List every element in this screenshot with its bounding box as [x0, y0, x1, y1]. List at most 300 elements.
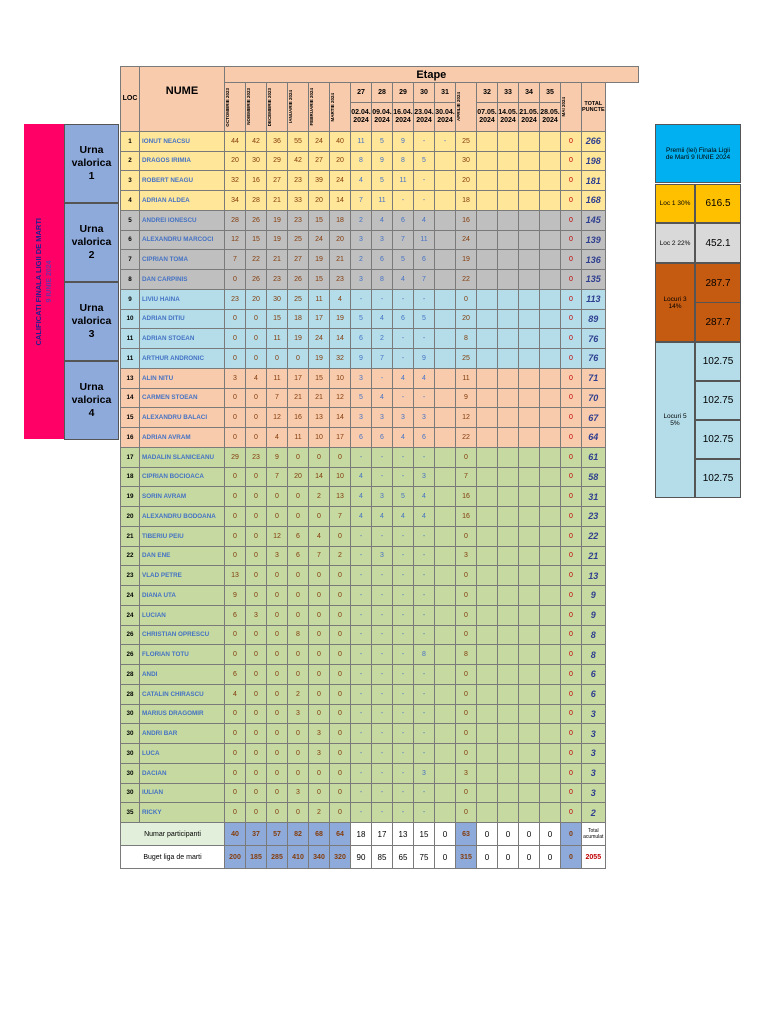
month-points: 30 [246, 151, 267, 171]
summary-stage: 0 [435, 846, 456, 869]
month-points: 22 [246, 250, 267, 270]
player-name: ADRIAN STOEAN [140, 329, 225, 349]
summary-may: 0 [519, 846, 540, 869]
may-stage-points [540, 309, 561, 329]
may-stage-points [519, 763, 540, 783]
month-points: 0 [225, 309, 246, 329]
mai-points: 0 [561, 210, 582, 230]
month-points: 16 [288, 408, 309, 428]
month-points: 0 [246, 428, 267, 448]
month-points: 0 [246, 309, 267, 329]
stage-points: - [393, 526, 414, 546]
month-points: 34 [225, 191, 246, 211]
stage-points: - [393, 388, 414, 408]
aprilie-points: 8 [456, 645, 477, 665]
rank-cell: 20 [121, 507, 140, 527]
stage-date: 23.04. 2024 [414, 102, 435, 131]
month-points: 0 [246, 566, 267, 586]
stage-points: 5 [393, 487, 414, 507]
summary-month: 64 [330, 823, 351, 846]
player-name: ANDRI BAR [140, 724, 225, 744]
total-points: 198 [582, 151, 606, 171]
may-stage-points [477, 270, 498, 290]
mai-points: 0 [561, 586, 582, 606]
stage-points: - [414, 605, 435, 625]
may-stage-points [519, 487, 540, 507]
rank-cell: 26 [121, 625, 140, 645]
mai-points: 0 [561, 250, 582, 270]
mai-points: 0 [561, 487, 582, 507]
month-points: 23 [267, 270, 288, 290]
stage-points: - [393, 803, 414, 823]
month-points: 32 [330, 349, 351, 369]
month-label: MARTIE 2024 [330, 92, 335, 122]
stage-points: 3 [351, 230, 372, 250]
mai-points: 0 [561, 507, 582, 527]
urna-box [64, 124, 119, 203]
month-points: 0 [288, 507, 309, 527]
stage-date: 14.05. 2024 [498, 102, 519, 131]
may-stage-points [519, 724, 540, 744]
aprilie-points: 0 [456, 704, 477, 724]
may-stage-points [540, 704, 561, 724]
month-points: 42 [246, 131, 267, 151]
mai-header [561, 83, 582, 132]
player-name: ALIN NITU [140, 368, 225, 388]
mai-points: 0 [561, 230, 582, 250]
month-points: 24 [330, 171, 351, 191]
stage-points [435, 191, 456, 211]
total-points: 8 [582, 645, 606, 665]
may-stage-points [498, 191, 519, 211]
stage-points: 3 [414, 467, 435, 487]
may-stage-points [519, 704, 540, 724]
month-points: 23 [225, 289, 246, 309]
total-points: 3 [582, 724, 606, 744]
mai-points: 0 [561, 665, 582, 685]
month-header [330, 83, 351, 132]
month-points: 3 [309, 724, 330, 744]
month-points: 17 [288, 368, 309, 388]
may-stage-points [540, 467, 561, 487]
rank-cell: 24 [121, 586, 140, 606]
month-points: 0 [225, 487, 246, 507]
may-stage-points [519, 210, 540, 230]
month-points: 0 [246, 763, 267, 783]
total-points: 89 [582, 309, 606, 329]
may-stage-points [498, 763, 519, 783]
participants-row [121, 823, 639, 846]
player-name: FLORIAN TOTU [140, 645, 225, 665]
player-name: CIPRIAN TOMA [140, 250, 225, 270]
stage-points [435, 586, 456, 606]
loc5-value: 102.75 [695, 459, 741, 498]
stage-points: 3 [351, 368, 372, 388]
mai-points: 0 [561, 270, 582, 290]
month-points: 29 [267, 151, 288, 171]
may-stage-points [540, 763, 561, 783]
mai-points: 0 [561, 428, 582, 448]
month-points: 0 [330, 447, 351, 467]
stage-points: - [414, 783, 435, 803]
stage-points: - [414, 566, 435, 586]
mai-points: 0 [561, 447, 582, 467]
month-points: 20 [246, 289, 267, 309]
standings-row [121, 151, 639, 171]
player-name: ADRIAN ALDEA [140, 191, 225, 211]
may-stage-points [477, 289, 498, 309]
month-points: 39 [309, 171, 330, 191]
may-stage-points [477, 625, 498, 645]
month-points: 19 [267, 210, 288, 230]
rank-cell: 35 [121, 803, 140, 823]
mai-points: 0 [561, 724, 582, 744]
may-stage-points [477, 586, 498, 606]
aprilie-points: 22 [456, 428, 477, 448]
standings-row [121, 408, 639, 428]
month-points: 10 [330, 467, 351, 487]
aprilie-points: 25 [456, 131, 477, 151]
may-stage-points [519, 684, 540, 704]
summary-month: 82 [288, 823, 309, 846]
standings-row [121, 763, 639, 783]
mai-points: 0 [561, 645, 582, 665]
name-header: NUME [140, 67, 225, 132]
total-points: 168 [582, 191, 606, 211]
may-stage-points [498, 566, 519, 586]
may-stage-points [540, 329, 561, 349]
month-points: 0 [225, 270, 246, 290]
mai-points: 0 [561, 763, 582, 783]
stage-points: - [414, 724, 435, 744]
may-stage-points [477, 309, 498, 329]
stage-number: 31 [435, 83, 456, 103]
total-points: 135 [582, 270, 606, 290]
month-points: 10 [309, 428, 330, 448]
rank-cell: 2 [121, 151, 140, 171]
total-points: 136 [582, 250, 606, 270]
stage-points: 2 [351, 210, 372, 230]
may-stage-points [498, 526, 519, 546]
stage-points [435, 763, 456, 783]
month-points: 26 [288, 270, 309, 290]
mai-points: 0 [561, 566, 582, 586]
month-points: 19 [309, 250, 330, 270]
month-points: 0 [309, 704, 330, 724]
player-name: ALEXANDRU BODOANA [140, 507, 225, 527]
may-stage-points [477, 467, 498, 487]
month-points: 0 [225, 467, 246, 487]
stage-points: 5 [414, 309, 435, 329]
month-points: 4 [267, 428, 288, 448]
month-points: 0 [330, 724, 351, 744]
may-stage-points [498, 803, 519, 823]
month-points: 0 [288, 744, 309, 764]
month-points: 7 [309, 546, 330, 566]
total-points: 21 [582, 546, 606, 566]
may-stage-points [519, 191, 540, 211]
stage-points: - [414, 171, 435, 191]
aprilie-points: 0 [456, 783, 477, 803]
month-points: 0 [288, 645, 309, 665]
month-points: 6 [288, 546, 309, 566]
stage-points [435, 684, 456, 704]
stage-points: 11 [372, 191, 393, 211]
stage-points: 6 [351, 428, 372, 448]
month-points: 0 [330, 744, 351, 764]
standings-row [121, 467, 639, 487]
month-points: 0 [246, 329, 267, 349]
month-points: 24 [309, 329, 330, 349]
standings-row [121, 546, 639, 566]
month-points: 0 [246, 408, 267, 428]
month-points: 19 [267, 230, 288, 250]
stage-points: 6 [372, 428, 393, 448]
stage-points: 5 [414, 151, 435, 171]
may-stage-points [519, 783, 540, 803]
stage-points [435, 665, 456, 685]
stage-number: 27 [351, 83, 372, 103]
total-points: 58 [582, 467, 606, 487]
standings-row [121, 250, 639, 270]
stage-points: - [351, 447, 372, 467]
may-stage-points [540, 783, 561, 803]
may-stage-points [519, 289, 540, 309]
month-points: 21 [267, 191, 288, 211]
mai-points: 0 [561, 625, 582, 645]
stage-points: - [372, 684, 393, 704]
rank-cell: 23 [121, 566, 140, 586]
month-points: 0 [225, 546, 246, 566]
stage-points [435, 526, 456, 546]
standings-row [121, 645, 639, 665]
may-stage-points [540, 645, 561, 665]
month-label: NOIEMBRIE 2023 [246, 88, 251, 126]
stage-date: 28.05. 2024 [540, 102, 561, 131]
stage-points: 8 [393, 151, 414, 171]
may-stage-points [540, 586, 561, 606]
month-points: 9 [267, 447, 288, 467]
stage-points [435, 507, 456, 527]
month-points: 0 [246, 645, 267, 665]
stage-points: 4 [372, 309, 393, 329]
may-stage-points [540, 625, 561, 645]
month-points: 14 [330, 329, 351, 349]
rank-cell: 22 [121, 546, 140, 566]
stage-points: 2 [351, 250, 372, 270]
month-points: 0 [225, 763, 246, 783]
rank-cell: 4 [121, 191, 140, 211]
standings-row [121, 428, 639, 448]
month-points: 0 [246, 526, 267, 546]
month-points: 0 [330, 645, 351, 665]
stage-points: 3 [372, 408, 393, 428]
loc3-value: 287.7 [695, 263, 741, 303]
player-name: ALEXANDRU BALACI [140, 408, 225, 428]
stage-points: 8 [372, 270, 393, 290]
loc5-value: 102.75 [695, 420, 741, 459]
month-points: 15 [267, 309, 288, 329]
total-points: 76 [582, 329, 606, 349]
month-points: 0 [246, 487, 267, 507]
stage-points: - [414, 289, 435, 309]
loc5-label: Locuri 5 5% [655, 342, 695, 498]
mai-points: 0 [561, 704, 582, 724]
standings-row [121, 704, 639, 724]
may-stage-points [477, 724, 498, 744]
urna-label: Urna valorica 2 [71, 223, 112, 261]
aprilie-points: 25 [456, 349, 477, 369]
stage-points [435, 625, 456, 645]
summary-month: 340 [309, 846, 330, 869]
urna-box [64, 203, 119, 282]
stage-points [435, 704, 456, 724]
may-stage-points [498, 665, 519, 685]
stage-points [435, 210, 456, 230]
stage-points: - [351, 724, 372, 744]
player-name: ANDREI IONESCU [140, 210, 225, 230]
month-points: 0 [225, 428, 246, 448]
stage-points: 7 [414, 270, 435, 290]
stage-points [435, 645, 456, 665]
stage-points: 3 [414, 763, 435, 783]
month-points: 19 [288, 329, 309, 349]
stage-points: 4 [414, 507, 435, 527]
rank-cell: 10 [121, 309, 140, 329]
may-stage-points [540, 250, 561, 270]
mai-points: 0 [561, 684, 582, 704]
standings-row [121, 526, 639, 546]
aprilie-points: 19 [456, 250, 477, 270]
player-name: VLAD PETRE [140, 566, 225, 586]
month-points: 14 [330, 191, 351, 211]
may-stage-points [477, 210, 498, 230]
may-stage-points [477, 507, 498, 527]
month-points: 0 [288, 665, 309, 685]
month-points: 20 [288, 467, 309, 487]
month-points: 0 [288, 763, 309, 783]
may-stage-points [498, 230, 519, 250]
month-points: 15 [309, 270, 330, 290]
month-points: 29 [225, 447, 246, 467]
stage-points: 5 [351, 309, 372, 329]
stage-points [435, 487, 456, 507]
aprilie-points: 0 [456, 744, 477, 764]
player-name: RICKY [140, 803, 225, 823]
stage-date: 02.04. 2024 [351, 102, 372, 131]
may-stage-points [519, 368, 540, 388]
may-stage-points [519, 566, 540, 586]
stage-number: 30 [414, 83, 435, 103]
month-points: 2 [330, 546, 351, 566]
month-points: 0 [288, 586, 309, 606]
month-points: 0 [330, 665, 351, 685]
stage-points: 3 [351, 408, 372, 428]
month-points: 0 [225, 783, 246, 803]
stage-points: 6 [372, 250, 393, 270]
player-name: LUCIAN [140, 605, 225, 625]
player-name: CIPRIAN BOCIOACA [140, 467, 225, 487]
may-stage-points [477, 230, 498, 250]
total-points: 3 [582, 763, 606, 783]
summary-may: 0 [498, 823, 519, 846]
stage-points: - [414, 447, 435, 467]
rank-cell: 19 [121, 487, 140, 507]
month-points: 0 [246, 467, 267, 487]
month-points: 0 [225, 526, 246, 546]
rank-cell: 1 [121, 131, 140, 151]
total-points: 64 [582, 428, 606, 448]
stage-points: - [393, 645, 414, 665]
total-points: 113 [582, 289, 606, 309]
stage-points: 2 [372, 329, 393, 349]
month-points: 23 [330, 270, 351, 290]
may-stage-points [519, 131, 540, 151]
stage-points: - [393, 665, 414, 685]
summary-month: 320 [330, 846, 351, 869]
month-points: 0 [225, 724, 246, 744]
summary-month: 285 [267, 846, 288, 869]
player-name: ADRIAN AVRAM [140, 428, 225, 448]
total-points: 3 [582, 704, 606, 724]
stage-points: 4 [393, 368, 414, 388]
month-points: 33 [288, 191, 309, 211]
month-points: 21 [309, 388, 330, 408]
stage-points [435, 388, 456, 408]
rank-cell: 24 [121, 605, 140, 625]
may-stage-points [477, 744, 498, 764]
stage-points: - [393, 783, 414, 803]
aprilie-points: 3 [456, 546, 477, 566]
summary-stage: 18 [351, 823, 372, 846]
urna-label: Urna valorica 4 [71, 381, 112, 419]
month-points: 20 [330, 151, 351, 171]
standings-row [121, 586, 639, 606]
summary-may: 0 [540, 823, 561, 846]
mai-points: 0 [561, 605, 582, 625]
month-points: 0 [330, 526, 351, 546]
standings-row [121, 724, 639, 744]
month-points: 18 [330, 210, 351, 230]
stage-points: 8 [351, 151, 372, 171]
stage-points: 7 [393, 230, 414, 250]
month-points: 0 [288, 605, 309, 625]
stage-points: - [393, 724, 414, 744]
month-points: 0 [267, 507, 288, 527]
may-stage-points [540, 270, 561, 290]
month-points: 14 [330, 408, 351, 428]
aprilie-points: 0 [456, 605, 477, 625]
may-stage-points [519, 744, 540, 764]
aprilie-label: APRILIE 2024 [456, 92, 461, 122]
month-points: 7 [267, 467, 288, 487]
may-stage-points [498, 744, 519, 764]
month-points: 0 [288, 724, 309, 744]
may-stage-points [498, 289, 519, 309]
may-stage-points [519, 546, 540, 566]
total-points: 266 [582, 131, 606, 151]
side-label-main: CALIFICATI FINALA LIGII DE MARTI [34, 217, 43, 346]
stage-points: 9 [351, 349, 372, 369]
stage-points: - [393, 684, 414, 704]
month-points: 0 [225, 329, 246, 349]
month-points: 0 [330, 586, 351, 606]
month-points: 0 [288, 566, 309, 586]
stage-points: - [351, 605, 372, 625]
total-points: 145 [582, 210, 606, 230]
may-stage-points [477, 566, 498, 586]
may-stage-points [498, 586, 519, 606]
